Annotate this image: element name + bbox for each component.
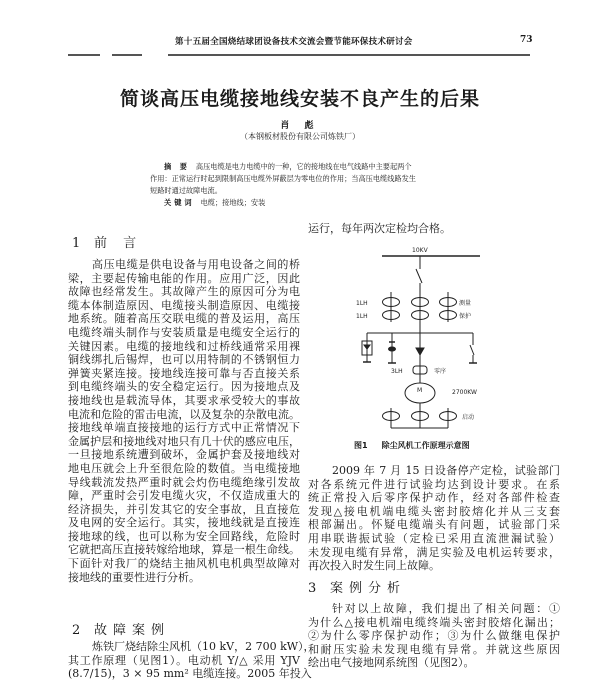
text-line: 接地球的线，也可以称为安全回路线，危险时 — [68, 529, 300, 543]
figure-1-caption — [354, 440, 470, 451]
text-line: 关键因素。电缆的接地线和过桥线通常采用裸 — [68, 339, 300, 353]
header-rule — [168, 54, 530, 56]
section-2-body-cont — [308, 464, 560, 573]
ct-label: 1LH — [356, 313, 368, 320]
zero-seq-label: 零序 — [434, 368, 447, 375]
header-rule — [68, 54, 100, 56]
section-number: 3 — [308, 581, 318, 596]
abstract-line — [164, 162, 464, 172]
start-label: 启动 — [462, 414, 475, 421]
text-line: 运行，每年两次定检均合格。 — [308, 222, 451, 235]
surge-arrester-icon — [362, 333, 372, 362]
caption-text: 除尘风机工作原理示意图 — [381, 441, 470, 450]
text-line: 其工作原理（见图1）。电动机 Y/△ 采用 YJV — [68, 653, 300, 667]
affiliation: （本钢板材股份有限公司炼铁厂） — [240, 132, 360, 141]
caption-number: 图1 — [354, 441, 368, 450]
text-line: 根部漏出。怀疑电缆端头有问题，试验部门采 — [308, 518, 560, 532]
abstract-text: 高压电缆是电力电缆中的一种，它的接地线在电气线路中主要起两个 — [195, 162, 412, 171]
keywords-label: 关键词 — [164, 198, 195, 207]
ct-label: 1LH — [356, 300, 368, 307]
start-ct-row — [383, 403, 457, 428]
text-line: 用串联谐振试验（定检已采用直流泄漏试验） — [308, 531, 560, 545]
text-line: 发现△接电机端电缆头密封胶熔化并从三支套 — [308, 504, 560, 518]
capacitor-icon — [388, 333, 396, 363]
measure-label: 测量 — [459, 300, 472, 307]
section-title: 前 言 — [94, 236, 143, 251]
keywords-line — [164, 198, 464, 208]
section-title: 故障案例 — [94, 623, 171, 638]
section-2-heading — [72, 619, 170, 638]
text-line: 到电缆终端头的安全稳定运行。因为接地点及 — [68, 380, 300, 394]
text-line: 统正常投入后零序保护动作，经对各部件检查 — [308, 491, 560, 505]
text-line: 接地线也是载流导体，其要求承受较大的事故 — [68, 393, 300, 407]
switch-icon — [416, 269, 422, 283]
text-line: 和耐压实验未发现电缆有异常。并就这些原因 — [308, 642, 560, 656]
text-line: 电缆终端头制作与安装质量是电缆安全运行的 — [68, 325, 300, 339]
text-line: 接地线的重要性进行分析。 — [68, 570, 200, 584]
figure-1-diagram — [300, 240, 560, 440]
zero-ct-label: 3LH — [391, 368, 403, 375]
text-line: 障，严重时会引发电缆火灾，不仅造成重大的 — [68, 489, 300, 503]
text-line: 梁，主要起传输电能的作用。应用广泛，因此 — [68, 271, 300, 285]
continued-text — [308, 222, 560, 236]
text-line: 电流和危险的雷击电流，以及复杂的杂散电流。 — [68, 407, 300, 421]
header-rule — [112, 54, 142, 56]
text-line: 未发现电缆有异常，满足实验及电机运转要求， — [308, 545, 560, 559]
text-line: 2009 年 7 月 15 日设备停产定检，试验部门 — [332, 464, 560, 477]
abstract-line: 短路时通过故障电流。 — [150, 186, 222, 195]
text-line: ②为什么零序保护动作；③为什么做继电保护 — [308, 629, 560, 643]
text-line: 金属护层和接地线对地只有几十伏的感应电压， — [68, 434, 300, 448]
page-number: 73 — [520, 35, 533, 45]
text-line: 弹簧夹紧连接。接地线连接可靠与否直接关系 — [68, 366, 300, 380]
text-line: 缆本体制造原因、电缆接头制造原因、电缆接 — [68, 298, 300, 312]
text-line: 导线载流发热严重时就会灼伤电缆绝缘引发故 — [68, 475, 300, 489]
text-line: 绘出电气接地网系统图（见图2）。 — [308, 656, 475, 670]
abstract-line: 作用：正常运行时起到限制高压电缆外屏蔽层为零电位的作用；当高压电缆线路发生 — [150, 174, 416, 183]
text-line: 下面针对我厂的烧结主抽风机电机典型故障对 — [68, 557, 300, 571]
keywords: 电缆；接地线；安装 — [200, 198, 266, 207]
section-3-body — [308, 602, 560, 670]
text-line: (8.7/15)，3 × 95 mm² 电缆连接。2005 年投入 — [68, 667, 312, 681]
text-line: 接地线单端直接接地的运行方式中正常情况下 — [68, 421, 300, 435]
text-line: 高压电缆是供电设备与用电设备之间的桥 — [92, 258, 300, 271]
text-line: 炼铁厂烧结除尘风机（10 kV，2 700 kW）， — [92, 640, 315, 653]
section-1-body — [68, 258, 300, 584]
text-line: 铜线绑扎后锡焊，也可以用特制的不锈钢恒力 — [68, 353, 300, 367]
section-number: 2 — [72, 623, 82, 638]
author: 肖 彪 — [280, 121, 320, 131]
motor-label: M — [417, 387, 423, 394]
bus-label: 10KV — [412, 247, 428, 254]
ground-switch-icon — [469, 333, 477, 363]
section-title: 案例分析 — [330, 581, 407, 596]
section-2-body — [68, 640, 315, 681]
text-line: 一旦接地系统遭到破坏，金属护套及接地线对 — [68, 448, 300, 462]
section-number: 1 — [72, 236, 82, 251]
text-line: 地系统。随着高压交联电缆的普及运用，高压 — [68, 312, 300, 326]
section-1-heading — [72, 232, 142, 251]
text-line: 地电压就会上升至很危险的数值。当电缆接地 — [68, 461, 300, 475]
article-title: 简谈高压电缆接地线安装不良产生的后果 — [119, 88, 480, 110]
text-line: 针对以上故障，我们提出了相关问题：① — [332, 602, 560, 615]
text-line: 再次投入时发生同上故障。 — [308, 559, 440, 573]
text-line: 对各系统元件进行试验均达到设计要求。在系 — [308, 477, 560, 491]
abstract-label: 摘 要 — [164, 162, 190, 171]
text-line: 故障也经常发生。其故障产生的原因可分为电 — [68, 285, 300, 299]
protect-label: 保护 — [459, 313, 472, 320]
motor-rating: 2700KW — [452, 389, 477, 396]
text-line: 为什么△接电机端电缆终端头密封胶熔化漏出； — [308, 615, 560, 629]
text-line: 它就把高压直接转嫁给地球，算是一根生命线。 — [68, 543, 300, 557]
running-header: 第十五届全国烧结球团设备技术交流会暨节能环保技术研讨会 — [175, 37, 413, 47]
section-3-heading — [308, 577, 406, 596]
text-line: 及电网的安全运行。其实，接地线就是直接连 — [68, 516, 300, 530]
text-line: 经济损失，并引发其它的安全事故，且直接危 — [68, 502, 300, 516]
